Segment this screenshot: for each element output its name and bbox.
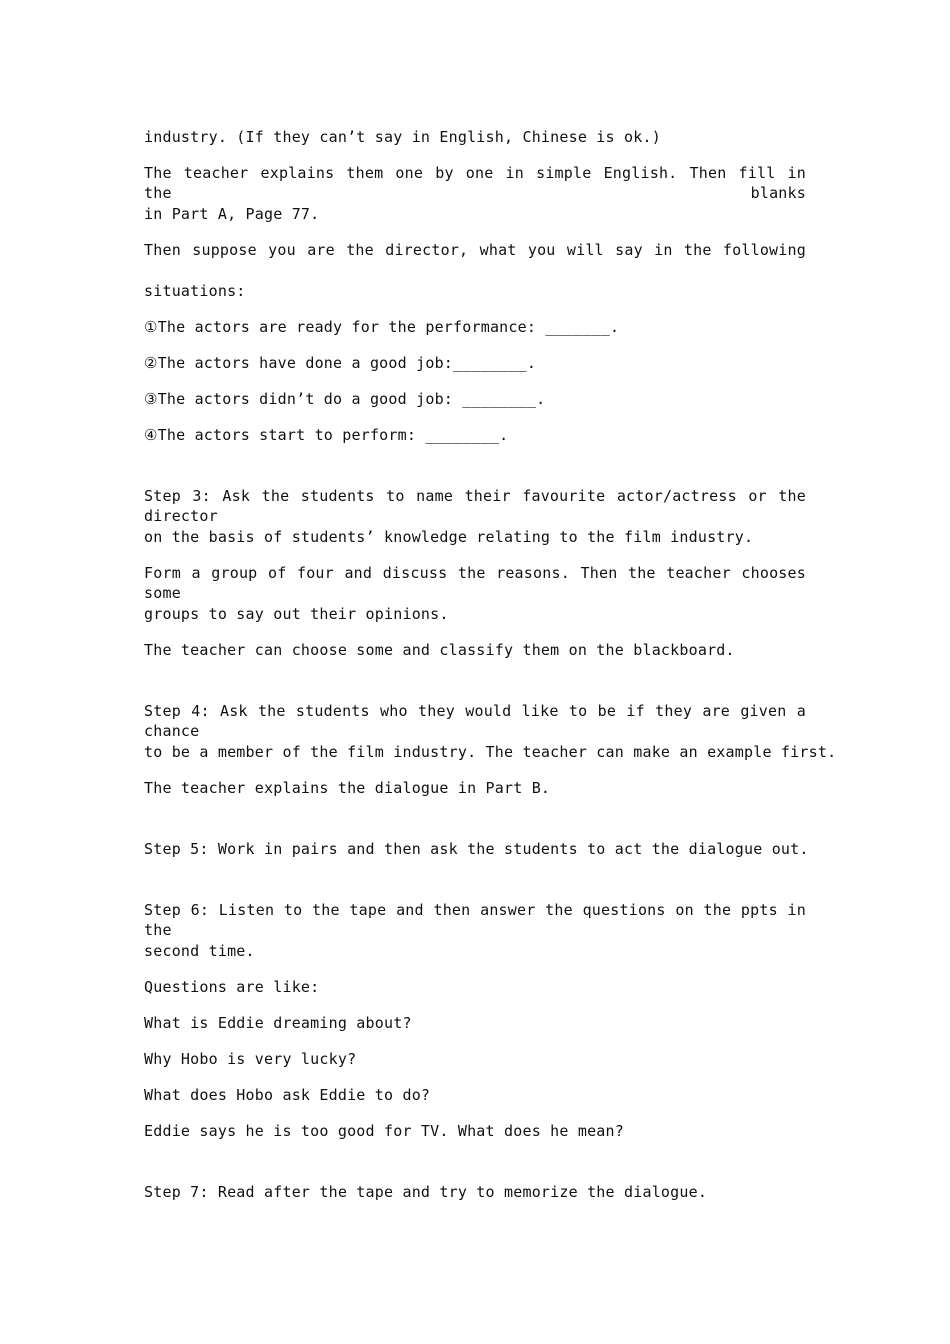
text-line: industry. (If they can’t say in English, Chinese is ok.): [144, 128, 661, 146]
step-4-heading: Step 4: Ask the students who they would like to be if they are given a chance: [144, 702, 806, 740]
text-line: The teacher can choose some and classify them on the blackboard.: [144, 641, 735, 659]
text-line: Then suppose you are the director, what you will say in the following: [144, 241, 806, 259]
step-7-heading: Step 7: Read after the tape and try to memorize the dialogue.: [144, 1183, 708, 1201]
question-item: What is Eddie dreaming about?: [144, 1014, 412, 1032]
text-line: Form a group of four and discuss the reasons. Then the teacher chooses some: [144, 564, 806, 602]
text-line: on the basis of students’ knowledge relating to the film industry.: [144, 528, 754, 546]
question-item: Eddie says he is too good for TV. What does he mean?: [144, 1122, 624, 1140]
situation-item: ②The actors have done a good job:________.: [144, 354, 537, 372]
text-line: groups to say out their opinions.: [144, 605, 449, 623]
text-line: situations:: [144, 282, 246, 300]
step-6-heading: Step 6: Listen to the tape and then answer the questions on the ppts in the: [144, 901, 806, 939]
step-3-heading: Step 3: Ask the students to name their favourite actor/actress or the director: [144, 487, 806, 525]
question-item: What does Hobo ask Eddie to do?: [144, 1086, 431, 1104]
situation-item: ③The actors didn’t do a good job: ________.: [144, 390, 546, 408]
situation-item: ④The actors start to perform: ________.: [144, 426, 509, 444]
text-line: The teacher explains the dialogue in Part B.: [144, 779, 551, 797]
question-item: Why Hobo is very lucky?: [144, 1050, 357, 1068]
text-line: second time.: [144, 942, 255, 960]
text-line: in Part A, Page 77.: [144, 205, 320, 223]
situation-item: ①The actors are ready for the performance: _______.: [144, 318, 620, 336]
text-line: to be a member of the film industry. The teacher can make an example first.: [144, 743, 837, 761]
text-line: The teacher explains them one by one in simple English. Then fill in the blanks: [144, 164, 806, 202]
text-line: Questions are like:: [144, 978, 320, 996]
step-5-heading: Step 5: Work in pairs and then ask the students to act the dialogue out.: [144, 840, 809, 858]
